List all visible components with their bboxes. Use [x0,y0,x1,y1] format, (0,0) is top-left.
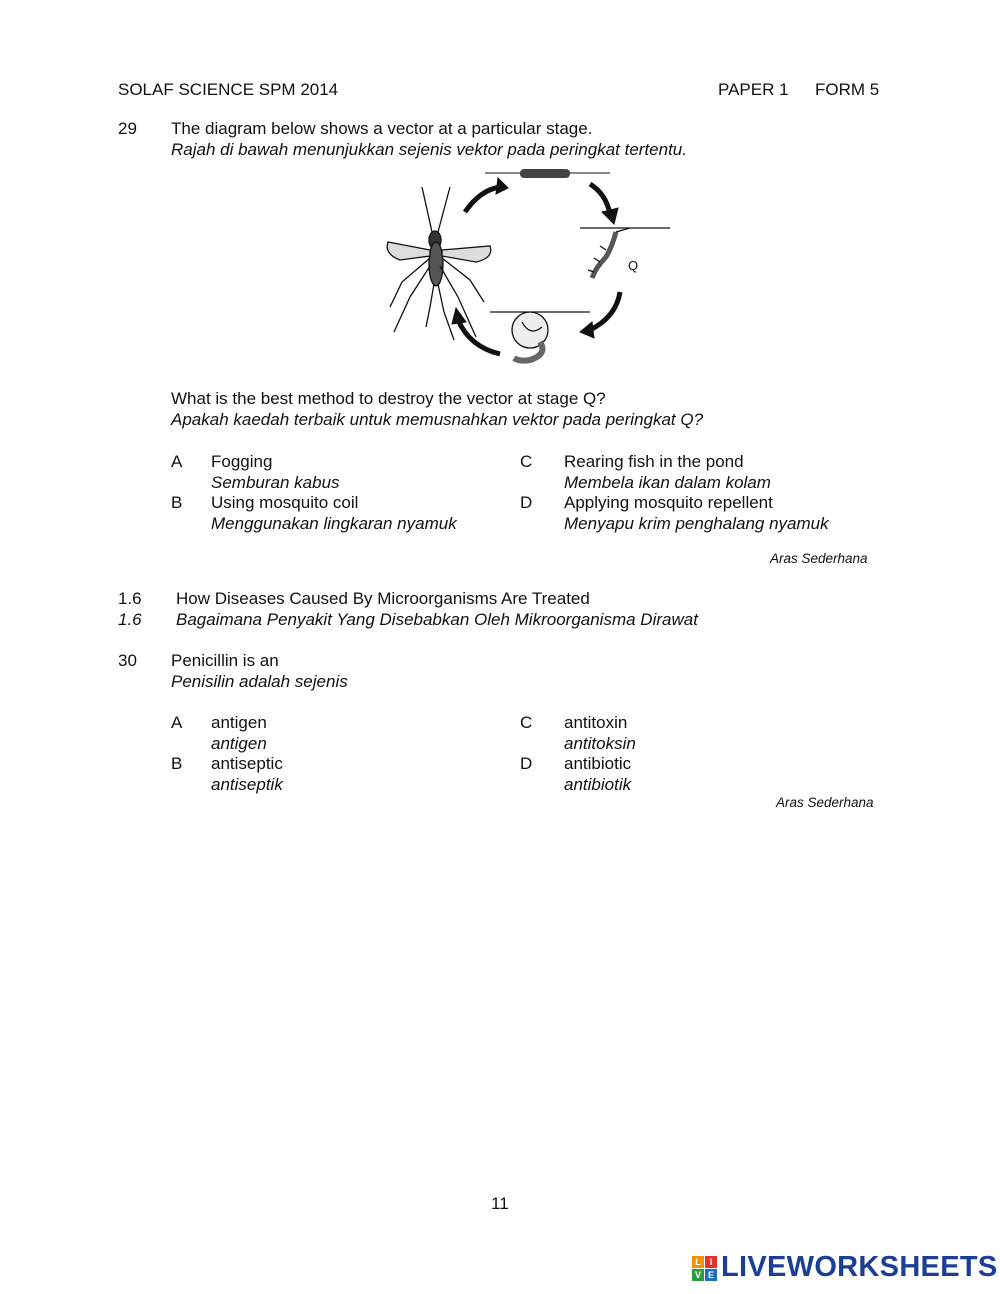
q30-stem-en: Penicillin is an [171,651,279,670]
logo-tile-i: I [705,1256,717,1268]
header-form: FORM 5 [815,80,880,99]
q30-level: Aras Sederhana [776,795,874,810]
section-title-en: How Diseases Caused By Microorganisms Are Treated [176,589,590,608]
q30-option-c-letter[interactable]: C [520,713,533,732]
page-number: 11 [491,1194,509,1213]
q29-question-ms: Apakah kaedah terbaik untuk memusnahkan vektor pada peringkat Q? [171,410,704,429]
section-title-ms: Bagaimana Penyakit Yang Disebabkan Oleh Mikroorganisma Dirawat [176,610,698,629]
q29-option-d-ms: Menyapu krim penghalang nyamuk [564,514,829,533]
q30-option-c-ms: antitoksin [564,734,636,753]
q29-option-a-en: Fogging [211,452,273,471]
q30-number: 30 [118,651,137,670]
q30-option-b-letter[interactable]: B [171,754,183,773]
q30-option-a-ms: antigen [211,734,267,753]
q29-option-d-letter[interactable]: D [520,493,533,512]
q29-option-b-ms: Menggunakan lingkaran nyamuk [211,514,457,533]
logo-tile-e: E [705,1269,717,1281]
q29-option-b-letter[interactable]: B [171,493,183,512]
q29-option-d-en: Applying mosquito repellent [564,493,773,512]
pupa-illustration [490,312,590,361]
liveworksheets-brand[interactable]: LIVEWORKSHEETS [721,1251,998,1283]
q29-option-b-en: Using mosquito coil [211,493,359,512]
header-title: SOLAF SCIENCE SPM 2014 [118,80,339,99]
mosquito-life-cycle-diagram [380,162,680,372]
header-paper: PAPER 1 [718,80,789,99]
liveworksheets-logo-icon [692,1256,718,1282]
logo-tile-l: L [692,1256,704,1268]
q29-option-c-en: Rearing fish in the pond [564,452,744,471]
larva-illustration [580,228,670,278]
q29-stem-ms: Rajah di bawah menunjukkan sejenis vektor pada peringkat tertentu. [171,140,687,159]
q29-level: Aras Sederhana [770,551,868,566]
q29-option-c-letter[interactable]: C [520,452,533,471]
q30-stem-ms: Penisilin adalah sejenis [171,672,348,691]
q29-option-c-ms: Membela ikan dalam kolam [564,473,771,492]
q29-option-a-letter[interactable]: A [171,452,183,471]
logo-tile-v: V [692,1269,704,1281]
q29-number: 29 [118,119,137,138]
q30-option-a-en: antigen [211,713,267,732]
stage-q-label: Q [628,258,639,273]
q30-option-a-letter[interactable]: A [171,713,183,732]
q30-option-b-en: antiseptic [211,754,283,773]
q30-option-b-ms: antiseptik [211,775,283,794]
q30-option-d-letter[interactable]: D [520,754,533,773]
section-number-ms: 1.6 [118,610,142,629]
q29-stem-en: The diagram below shows a vector at a particular stage. [171,119,593,138]
q30-option-c-en: antitoxin [564,713,628,732]
adult-mosquito-illustration [387,187,491,340]
q30-option-d-en: antibiotic [564,754,632,773]
q29-option-a-ms: Semburan kabus [211,473,340,492]
q29-question-en: What is the best method to destroy the vector at stage Q? [171,389,606,408]
section-number: 1.6 [118,589,142,608]
eggs-illustration [485,169,610,178]
q30-option-d-ms: antibiotik [564,775,632,794]
